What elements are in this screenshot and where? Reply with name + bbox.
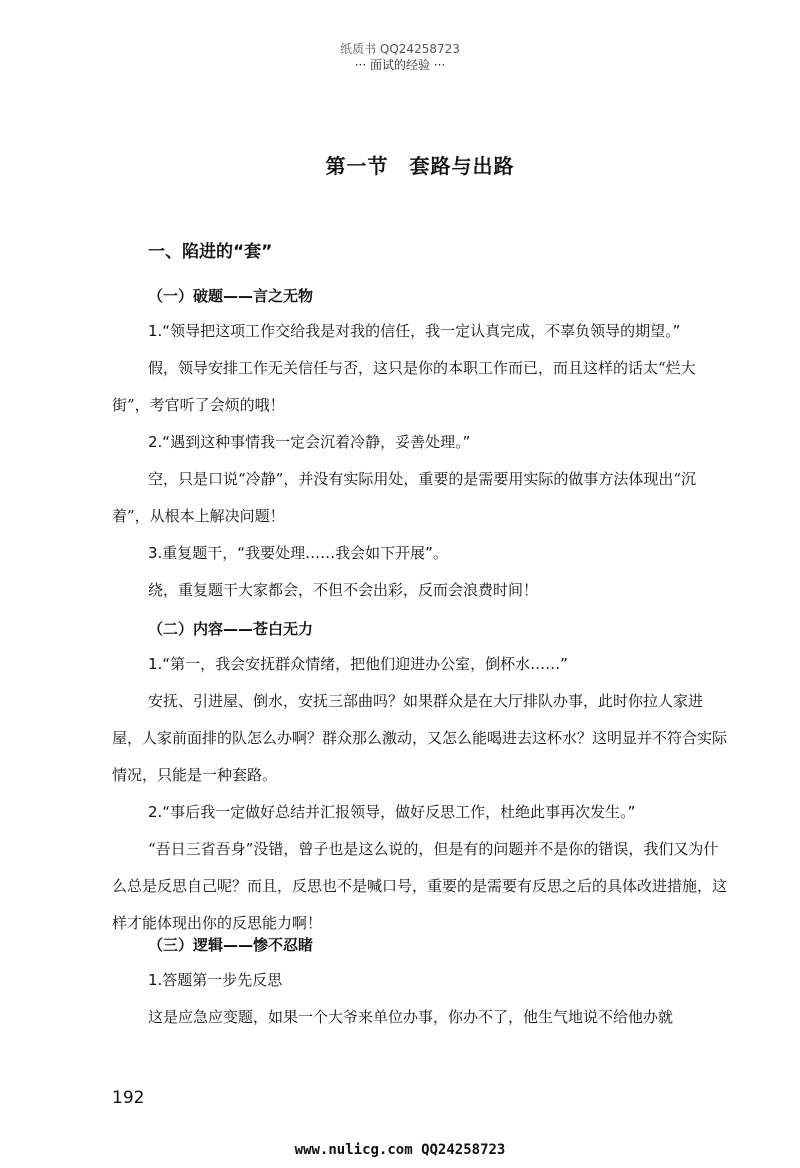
paragraph-6: 绕，重复题干大家都会，不但不会出彩，反而会浪费时间！: [148, 581, 539, 599]
paragraph-8: 安抚、引进屋、倒水，安抚三部曲吗？如果群众是在大厅排队办事，此时你拉人家进屋，人家前面排的队怎么办啊？群众那么激动，又怎么能喝进去这杯水？这明显并不符合实际情况，只能是一种套路。: [112, 692, 728, 784]
subsection-heading-2: （二）内容——苍白无力: [148, 620, 314, 638]
paragraph-12: 这是应急应变题，如果一个大爷来单位办事，你办不了，他生气地说不给他办就: [148, 1008, 674, 1026]
paragraph-11: 1.答题第一步先反思: [148, 971, 283, 989]
paragraph-7: 1.“第一，我会安抚群众情绪，把他们迎进办公室，倒杯水……”: [148, 655, 568, 673]
watermark-bottom: www.nulicg.com QQ24258723: [294, 1142, 506, 1158]
paragraph-4: 空，只是口说“冷静”，并没有实际用处，重要的是需要用实际的做事方法体现出“沉着”，从根本上解决问题！: [112, 470, 697, 525]
subsection-heading-3: （三）逻辑——惨不忍睹: [148, 936, 314, 954]
running-header: ··· 面试的经验 ···: [354, 58, 446, 72]
paragraph-3: 2.“遇到这种事情我一定会沉着冷静，妥善处理。”: [148, 433, 471, 451]
watermark-top: 纸质书 QQ24258723: [340, 42, 460, 56]
chapter-title: 第一节 套路与出路: [325, 154, 515, 178]
paragraph-9: 2.“事后我一定做好总结并汇报领导，做好反思工作，杜绝此事再次发生。”: [148, 803, 636, 821]
paragraph-2: 假，领导安排工作无关信任与否，这只是你的本职工作而已，而且这样的话太“烂大街”，考官听了会烦的哦！: [112, 359, 696, 414]
paragraph-10: “吾日三省吾身”没错，曾子也是这么说的，但是有的问题并不是你的错误，我们又为什么总是反思自己呢？而且，反思也不是喊口号，重要的是需要有反思之后的具体改进措施，这样才能体现出你的反思能力啊！: [112, 840, 728, 932]
subsection-heading-1: （一）破题——言之无物: [148, 287, 314, 305]
section-heading-1: 一、陷进的“套”: [148, 242, 273, 262]
paragraph-1: 1.“领导把这项工作交给我是对我的信任，我一定认真完成，不辜负领导的期望。”: [148, 322, 681, 340]
paragraph-5: 3.重复题干，“我要处理……我会如下开展”。: [148, 544, 448, 562]
page-number: 192: [112, 1088, 145, 1108]
